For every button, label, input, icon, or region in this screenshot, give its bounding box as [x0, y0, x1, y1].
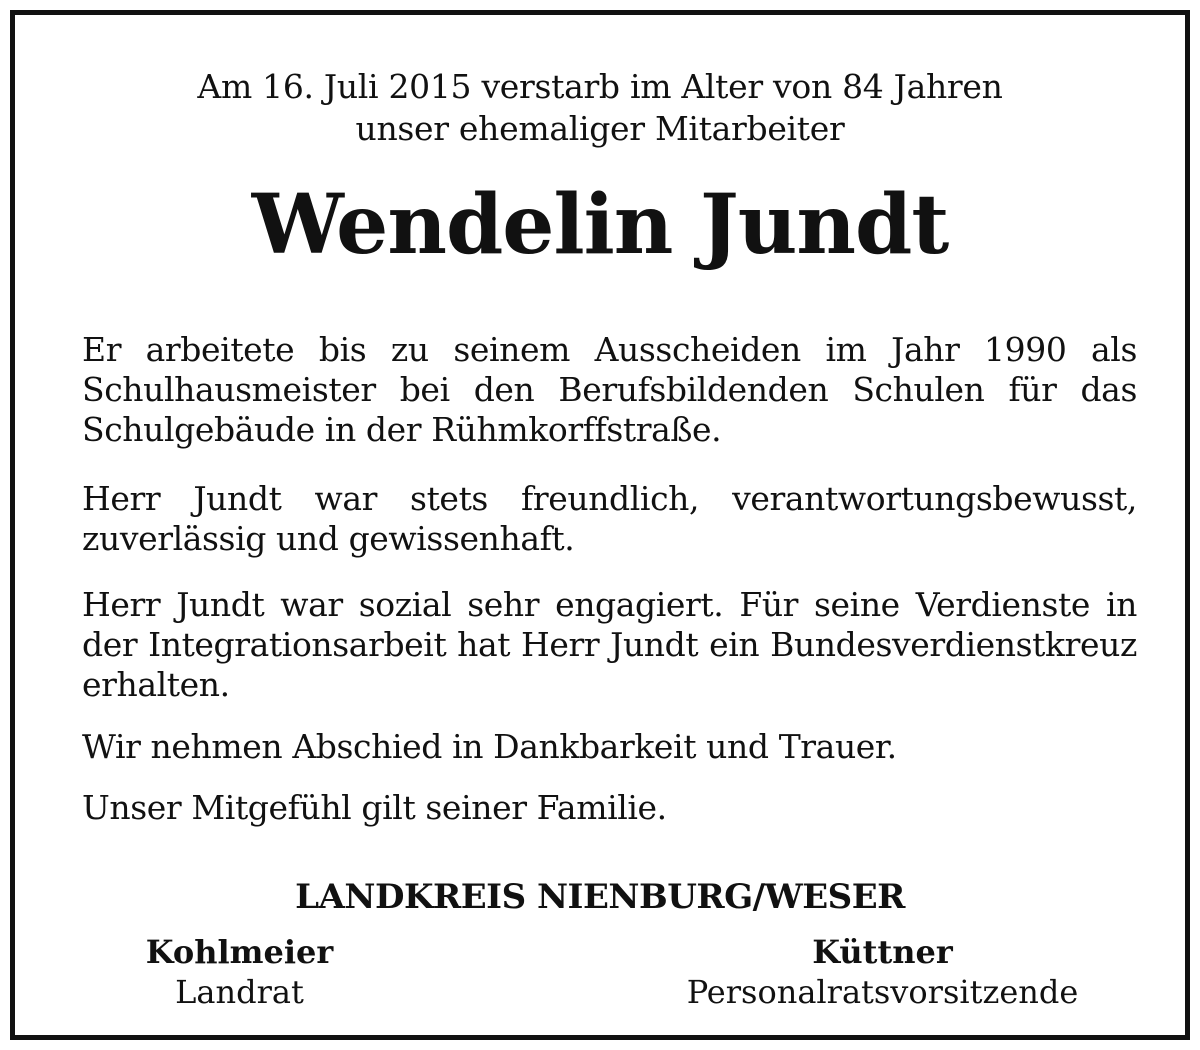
intro-line-1: Am 16. Juli 2015 verstarb im Alter von 84 Jahren [197, 67, 1003, 106]
signatory-role: Personalratsvorsitzende [686, 973, 1079, 1011]
intro-line-2: unser ehemaliger Mitarbeiter [355, 109, 845, 148]
paragraph-character: Herr Jundt war stets freundlich, verantwortungsbewusst, zuverlässig und gewissenhaft. [82, 479, 1137, 558]
signatory-right [655, 932, 1110, 1012]
obituary-notice [10, 10, 1190, 1040]
signatory-left [122, 932, 357, 1012]
paragraph-farewell: Wir nehmen Abschied in Dankbarkeit und Trauer. [82, 727, 897, 766]
deceased-name: Wendelin Jundt [251, 177, 949, 273]
paragraph-condolence: Unser Mitgefühl gilt seiner Familie. [82, 788, 667, 827]
signatory-role: Landrat [175, 973, 304, 1011]
paragraph-social-engagement: Herr Jundt war sozial sehr engagiert. Für seine Verdienste in der Integrationsarbeit hat Herr Jundt ein Bundesverdienstkreuz erhalten. [82, 585, 1137, 704]
signatory-name: Kohlmeier [145, 933, 334, 971]
paragraph-career: Er arbeitete bis zu seinem Ausscheiden im Jahr 1990 als Schulhausmeister bei den Berufsbildenden Schulen für das Schulgebäude in der Rühmkorffstraße. [82, 330, 1137, 449]
signatory-name: Küttner [812, 933, 953, 971]
organization-name: LANDKREIS NIENBURG/WESER [295, 877, 905, 917]
